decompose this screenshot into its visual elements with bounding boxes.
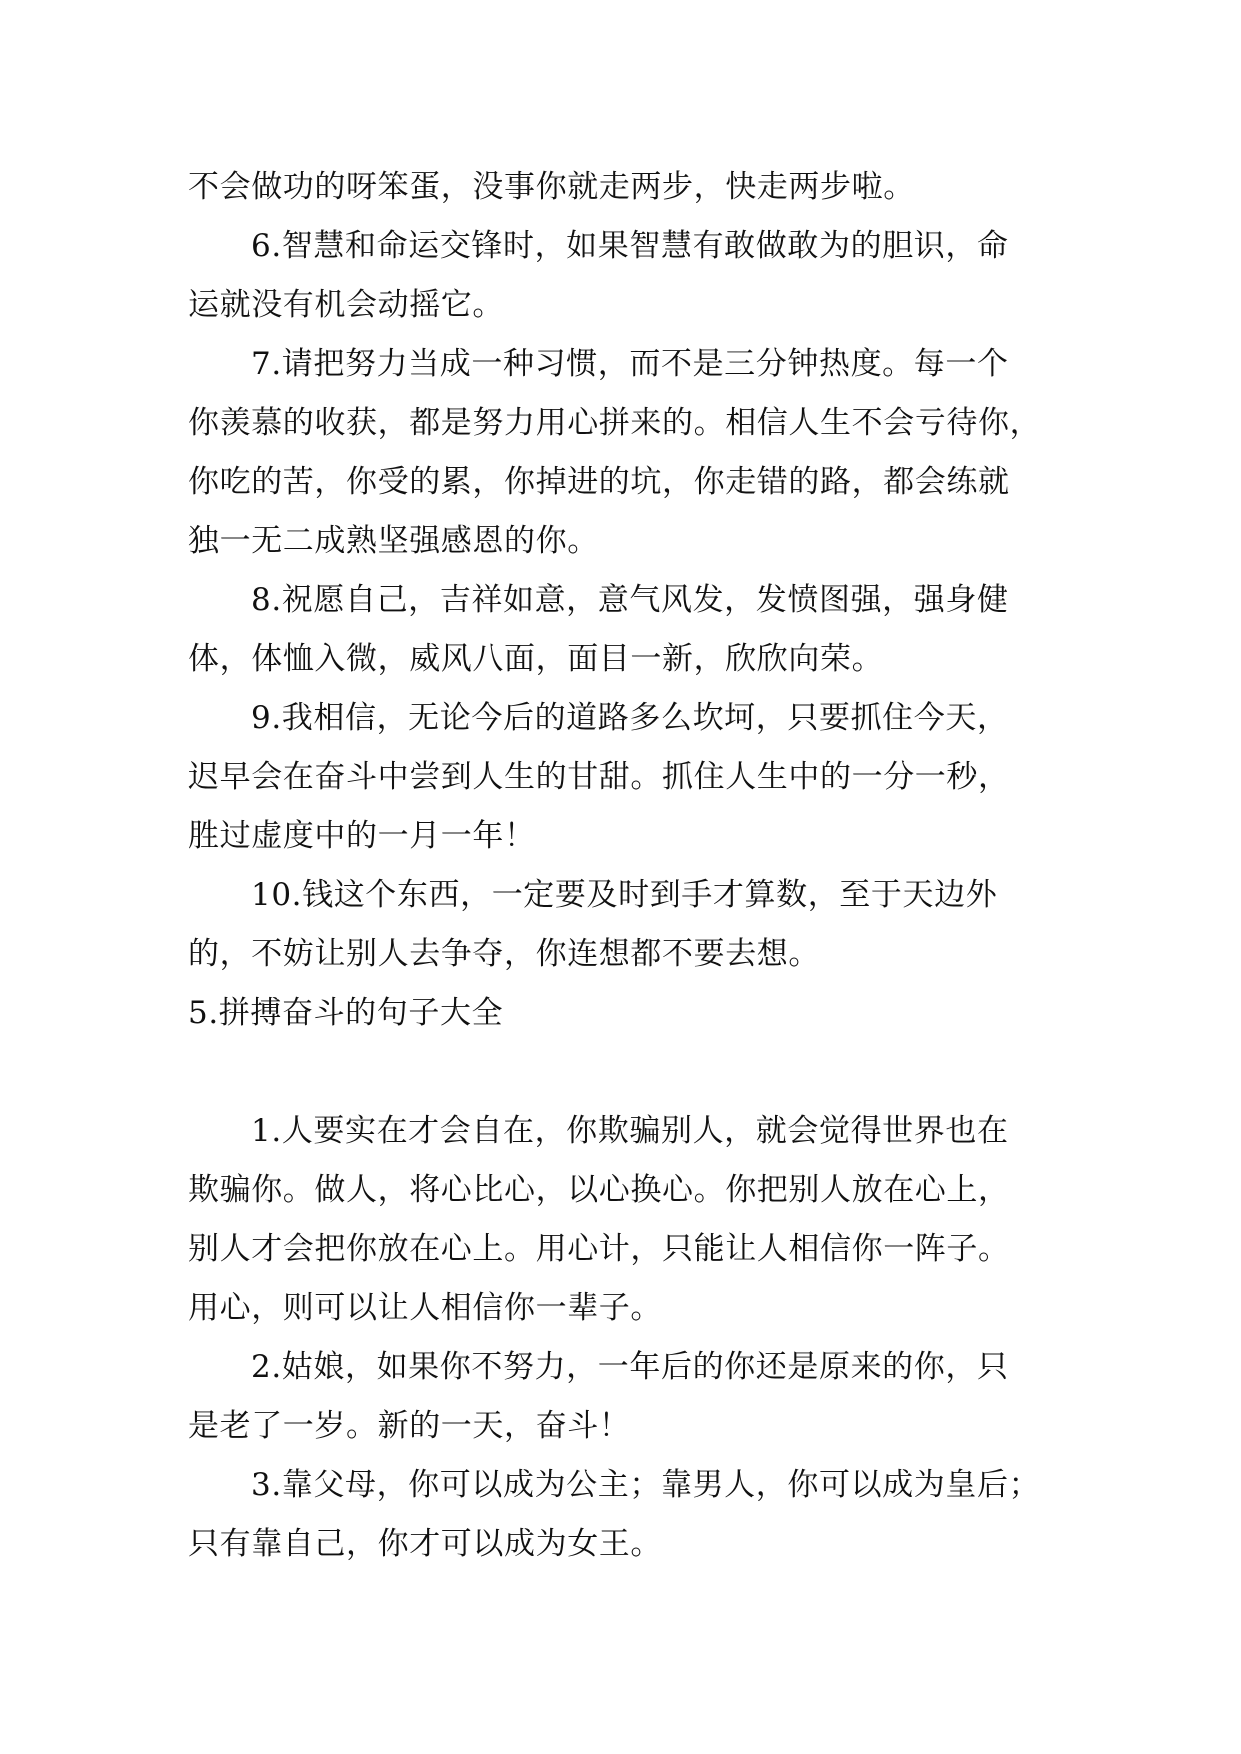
paragraph-8-line-1: 8.祝愿自己，吉祥如意，意气风发，发愤图强，强身健 <box>251 582 1009 618</box>
paragraph-9-line-1: 9.我相信，无论今后的道路多么坎坷，只要抓住今天， <box>251 700 1009 736</box>
section-paragraph-1-line-4: 用心，则可以让人相信你一辈子。 <box>188 1290 662 1326</box>
section-paragraph-3-line-2: 只有靠自己，你才可以成为女王。 <box>188 1526 662 1562</box>
section-paragraph-2-line-2: 是老了一岁。新的一天，奋斗！ <box>188 1408 631 1444</box>
paragraph-6-line-1: 6.智慧和命运交锋时，如果智慧有敢做敢为的胆识，命 <box>251 228 1009 264</box>
section-paragraph-1-line-1: 1.人要实在才会自在，你欺骗别人，就会觉得世界也在 <box>251 1113 1009 1149</box>
section-paragraph-3-line-1: 3.靠父母，你可以成为公主；靠男人，你可以成为皇后； <box>251 1467 1041 1503</box>
paragraph-10-line-1: 10.钱这个东西，一定要及时到手才算数，至于天边外 <box>251 877 998 913</box>
paragraph-5-continuation: 不会做功的呀笨蛋，没事你就走两步，快走两步啦。 <box>188 169 915 205</box>
blank-spacer <box>188 1043 1058 1102</box>
paragraph-6-line-2: 运就没有机会动摇它。 <box>188 287 504 323</box>
document-body <box>188 158 1058 1574</box>
section-heading: 5.拼搏奋斗的句子大全 <box>188 995 504 1031</box>
paragraph-7-line-1: 7.请把努力当成一种习惯，而不是三分钟热度。每一个 <box>251 346 1009 382</box>
paragraph-9-line-3: 胜过虚度中的一月一年！ <box>188 818 536 854</box>
paragraph-8-line-2: 体，体恤入微，威风八面，面目一新，欣欣向荣。 <box>188 641 884 677</box>
paragraph-7-line-3: 你吃的苦，你受的累，你掉进的坑，你走错的路，都会练就 <box>188 464 1010 500</box>
paragraph-10-line-2: 的，不妨让别人去争夺，你连想都不要去想。 <box>188 936 820 972</box>
section-paragraph-1-line-3: 别人才会把你放在心上。用心计，只能让人相信你一阵子。 <box>188 1231 1010 1267</box>
paragraph-9-line-2: 迟早会在奋斗中尝到人生的甘甜。抓住人生中的一分一秒， <box>188 759 1010 795</box>
paragraph-7-line-2: 你羡慕的收获，都是努力用心拼来的。相信人生不会亏待你， <box>188 405 1042 441</box>
section-paragraph-2-line-1: 2.姑娘，如果你不努力，一年后的你还是原来的你，只 <box>251 1349 1009 1385</box>
section-paragraph-1-line-2: 欺骗你。做人，将心比心，以心换心。你把别人放在心上， <box>188 1172 1010 1208</box>
paragraph-7-line-4: 独一无二成熟坚强感恩的你。 <box>188 523 599 559</box>
